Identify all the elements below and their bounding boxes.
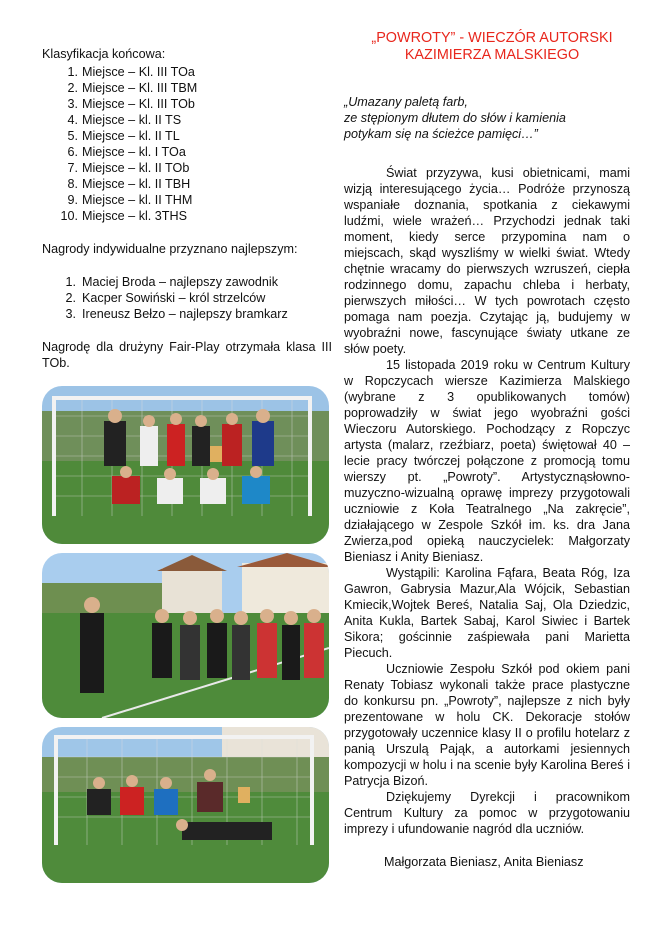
list-item: 4. Miejsce – kl. II TS	[67, 113, 182, 127]
article	[344, 30, 630, 870]
paragraph: Wystąpili: Karolina Fąfara, Beata Róg, Iza Gawron, Gabrysia Mazur,Ala Wójcik, Sebastian Kmiecik,Wojtek Bereś, Natalia Saj, Ola Dziedzic, Anita Kukla, Bartek Sabaj, Karol Siwiec i Bartek Sikora; gościnnie zaśpiewała pani Marietta Piecuch.	[344, 566, 630, 660]
list-item: 7. Miejsce – kl. II TOb	[67, 161, 190, 175]
paragraph: Dziękujemy Dyrekcji i pracownikom Centrum Kultury za pomoc w przygotowaniu imprezy i ufundowanie nagród dla uczniów.	[344, 790, 630, 836]
award-ceremony-photo	[42, 553, 329, 718]
ranking-list	[42, 64, 332, 224]
article-body	[344, 165, 630, 837]
fairplay-note: Nagrodę dla drużyny Fair-Play otrzymała klasa III TOb.	[42, 340, 332, 370]
article-title	[354, 30, 630, 64]
left-column	[42, 46, 332, 371]
title-line-2: KAZIMIERZA MALSKIEGO	[404, 47, 580, 63]
list-item: 9. Miejsce – kl. II THM	[67, 193, 193, 207]
paragraph: Uczniowie Zespołu Szkół pod okiem pani Renaty Tobiasz wykonali także prace plastyczne do konkursu pn. „Powroty”, najlepsze z nich były prezentowane w holu CK. Dekoracje stołów przygotowały uczennice klasy II o profilu hotelarz z panią Urszulą Pająk, a autorkami jesiennych kompozycji w holu i na scenie były Karolina Bereś i Patrycja Bizoń.	[344, 662, 630, 788]
team-photo-2	[42, 727, 329, 883]
paragraph: 15 listopada 2019 roku w Centrum Kultury w Ropczycach wiersze Kazimierza Malskiego (wybrane z 3 opublikowanych tomów) poprowadziły w świat jego wyobraźni gości Wieczoru Autorskiego. Pochodzący z Ropczyc artysta (malarz, rzeźbiarz, poeta) świętował 40 – lecie pracy twórczej połączone z promocją tomu wierszy pt. „Powroty”. Artystycznąsłowno-muzyczno-wizualną oprawę imprezy przygotowali uczniowie z Koła Teatralnego „Na zakręcie”, działającego w Zespole Szkół im. ks. dra Jana Zwierza,pod opieką nauczycielek: Małgorzaty Bieniasz i Anity Bieniasz.	[344, 358, 630, 564]
list-item: 6. Miejsce – kl. I TOa	[67, 145, 186, 159]
awards-list	[42, 274, 332, 322]
list-item: 3. Ireneusz Bełzo – najlepszy bramkarz	[65, 307, 288, 321]
list-item: 2. Kacper Sowiński – król strzelców	[65, 291, 266, 305]
ranking-heading: Klasyfikacja końcowa:	[42, 47, 166, 61]
team-photo-1	[42, 386, 329, 544]
list-item: 5. Miejsce – kl. II TL	[67, 129, 180, 143]
list-item: 10. Miejsce – kl. 3THS	[60, 209, 187, 223]
paragraph: Świat przyzywa, kusi obietnicami, mami wizją interesującego życia… Podróże przynoszą wspaniałe doznania, spotkania z ciekawymi ludźmi, wiele wrażeń… Przychodzi jednak taki moment, kiedy serce przypomina nam o miejscach, skąd wyszliśmy w wielki świat. Wtedy chętnie wracamy do pierwszych wzruszeń, ciepła rodzinnego domu, zapachu chleba i herbaty, pierwszych miłości… W tych powrotach często pomaga nam poezja. Czytając ją, budujemy w wyobraźni nowe, fascynujące światy utkane ze słów poety.	[344, 166, 630, 356]
motto-quote: „Umazany paletą farb, ze stępionym dłutem do słów i kamienia potykam się na ścieżce pamięci…”	[344, 95, 566, 141]
list-item: 2. Miejsce – Kl. III TBM	[67, 81, 198, 95]
awards-heading: Nagrody indywidualne przyznano najlepszym:	[42, 242, 298, 256]
list-item: 1. Miejsce – Kl. III TOa	[67, 65, 195, 79]
list-item: 1. Maciej Broda – najlepszy zawodnik	[65, 275, 279, 289]
signature: Małgorzata Bieniasz, Anita Bieniasz	[384, 855, 584, 869]
list-item: 8. Miejsce – kl. II TBH	[67, 177, 191, 191]
list-item: 3. Miejsce – Kl. III TOb	[67, 97, 195, 111]
title-line-1: „POWROTY” - WIECZÓR AUTORSKI	[371, 30, 613, 46]
